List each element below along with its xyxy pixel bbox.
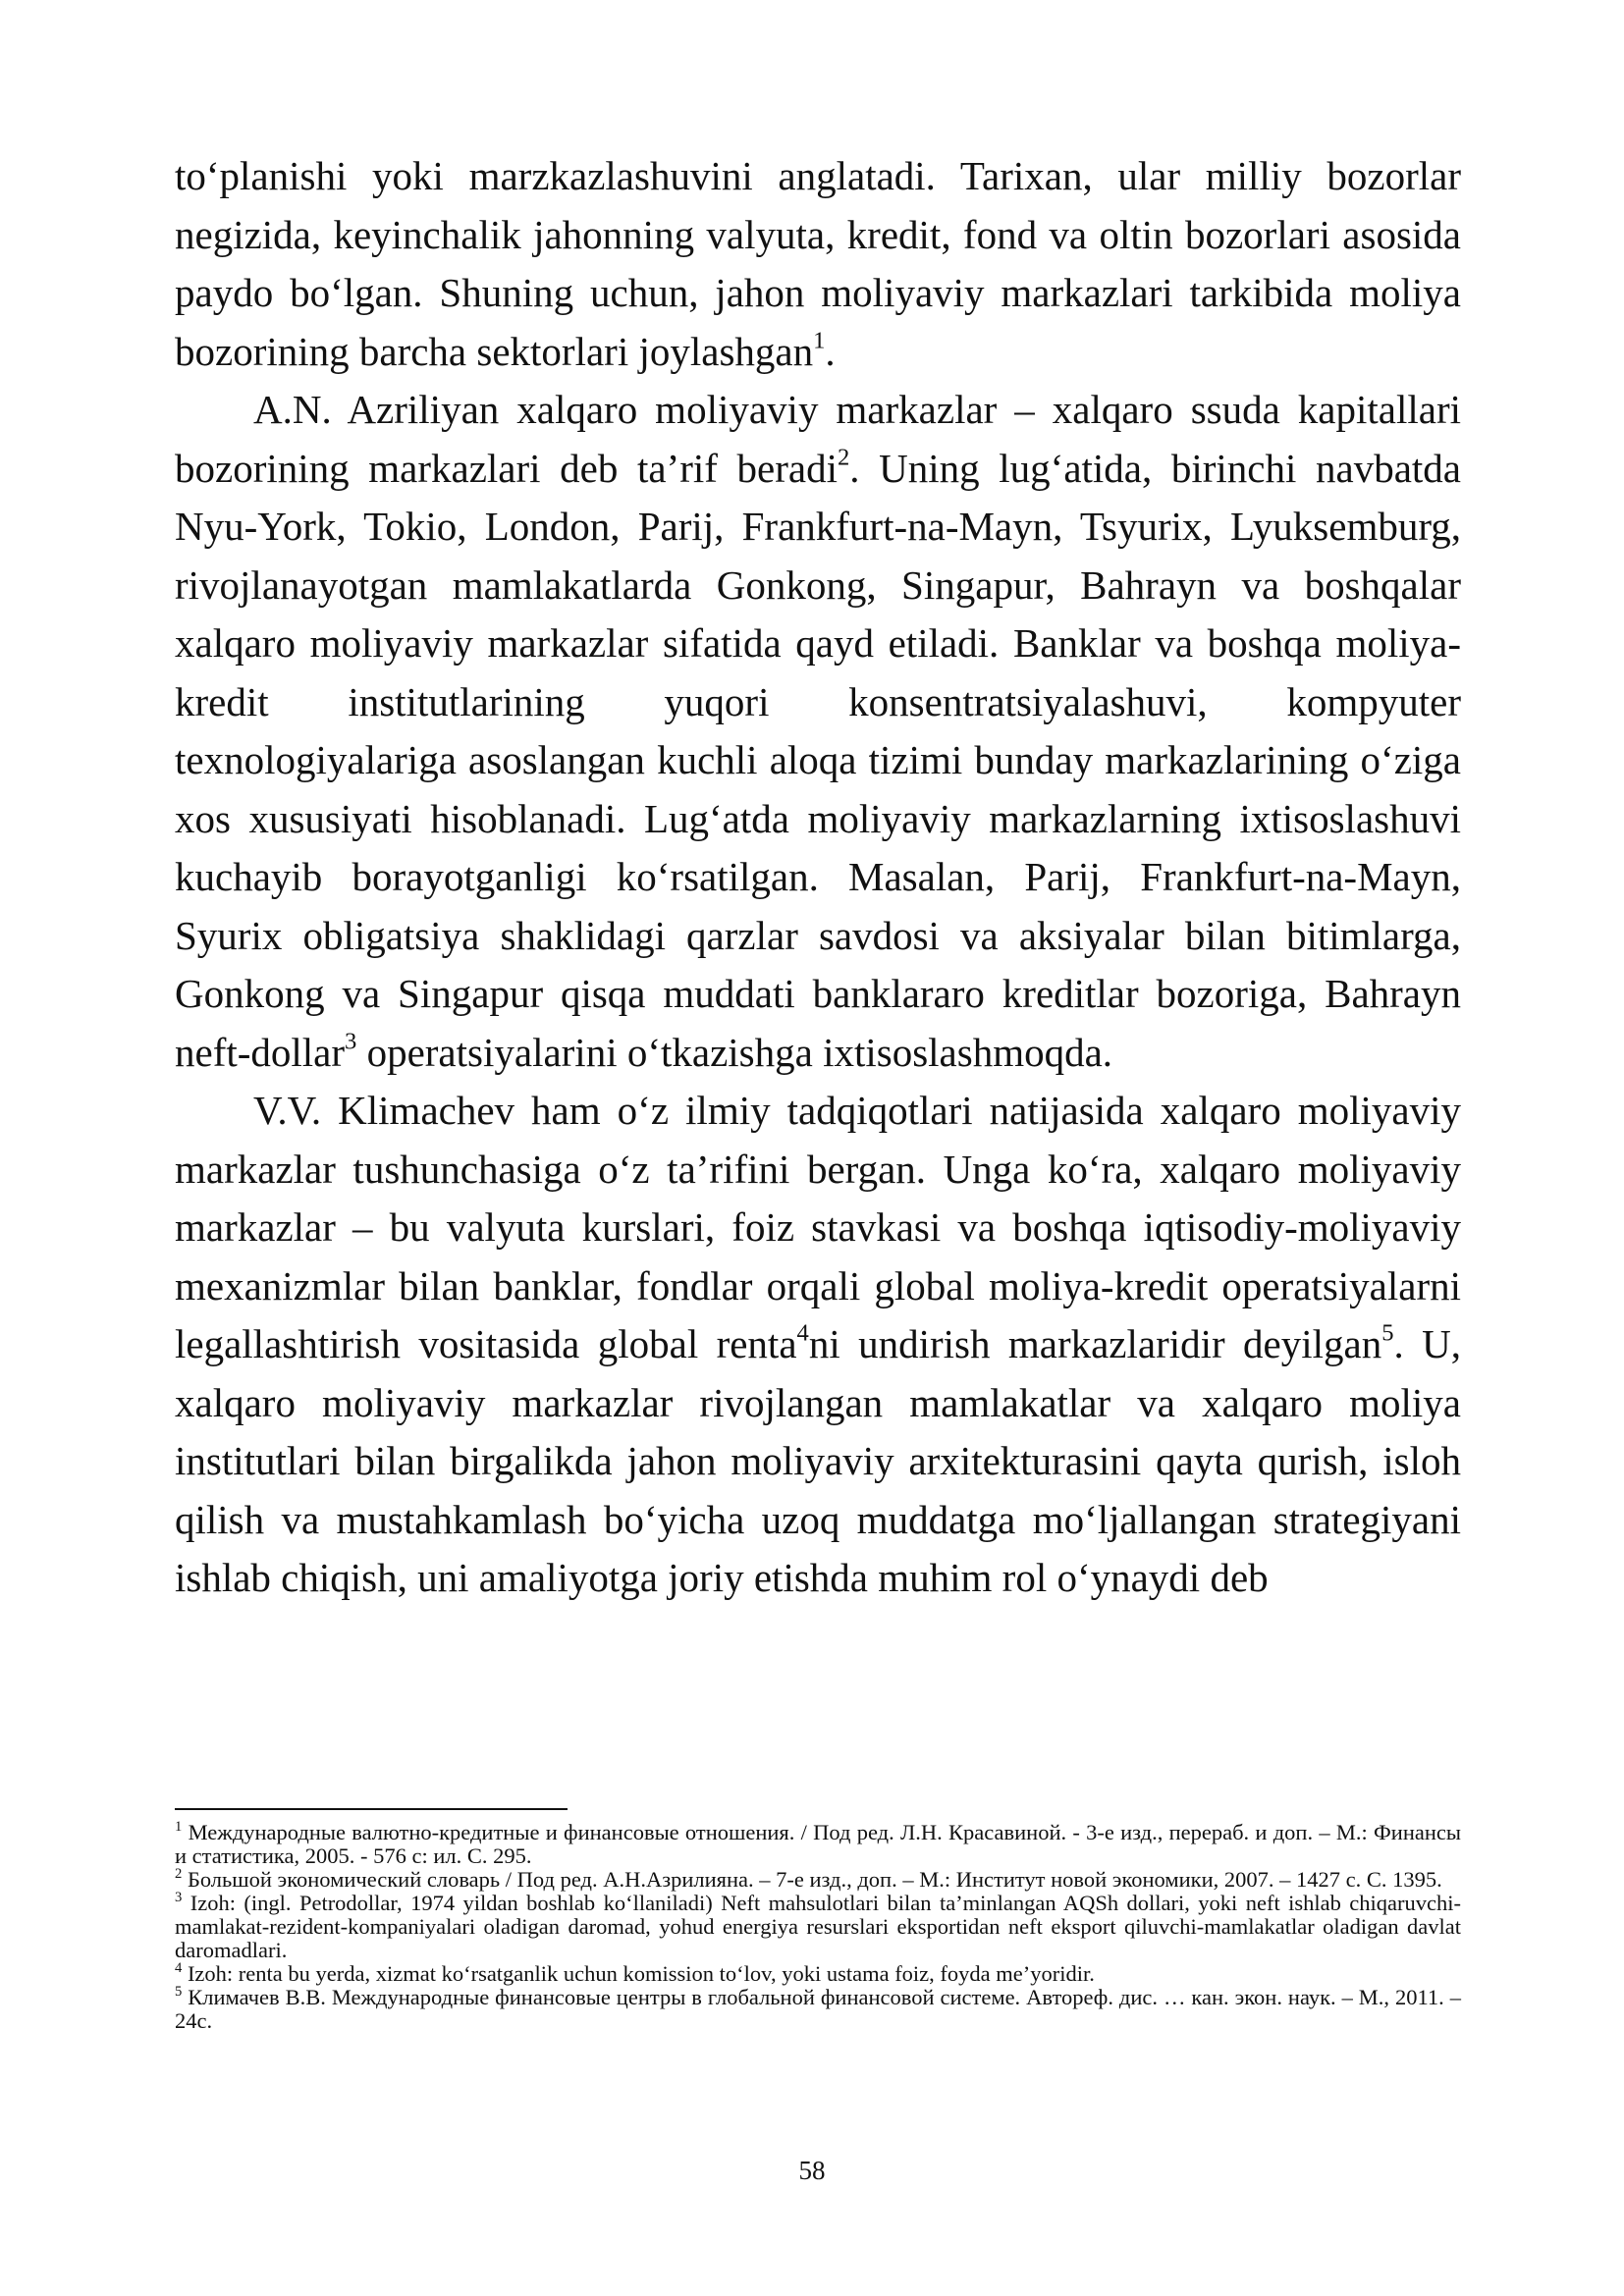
footnote-reference: 3 xyxy=(345,1027,357,1054)
footnote-mark: 2 xyxy=(175,1866,183,1883)
footnote-text: Климачев В.В. Международные финансовые центры в глобальной финансовой системе. Автореф. дис. … кан. экон. наук. – М., 2011. – 24с. xyxy=(175,1985,1461,2033)
footnote-text: Izoh: (ingl. Petrodollar, 1974 yildan boshlab ko‘llaniladi) Neft mahsulotlari bilan ta’minlangan AQSh dollari, yoki neft ishlab chiqaruvchi-mamlakat-rezident-kompaniyalari oladigan daromad, yohud energiya resurslari eksportidan neft eksport qiluvchi-mamlakatlar oladigan davlat daromadlari. xyxy=(175,1891,1461,1962)
footnote xyxy=(175,1986,1461,2033)
paragraph-text: . U, xalqaro moliyaviy markazlar rivojlangan mamlakatlar va xalqaro moliya institutlari bilan birgalikda jahon moliyaviy arxitekturasini qayta qurish, isloh qilish va mustahkamlash bo‘yicha uzoq muddatga mo‘ljallangan strategiyani ishlab chiqish, uni amaliyotga joriy etishda muhim rol o‘ynaydi deb xyxy=(175,1321,1462,1600)
paragraph xyxy=(175,381,1461,1082)
paragraph-text: V.V. Klimachev ham o‘z ilmiy tadqiqotlari natijasida xalqaro moliyaviy markazlar tushunchasiga o‘z ta’rifini bergan. Unga ko‘ra, xalqaro moliyaviy markazlar – bu valyuta kurslari, foiz stavkasi va boshqa iqtisodiy-moliyaviy mexanizmlar bilan banklar, fondlar orqali global moliya-kredit operatsiyalarni legallashtirish vositasida global renta xyxy=(175,1088,1461,1366)
footnote-reference: 5 xyxy=(1381,1319,1394,1347)
footnote-mark: 5 xyxy=(175,1984,183,2001)
footnote-reference: 4 xyxy=(796,1319,809,1347)
footnote-mark: 1 xyxy=(175,1819,183,1836)
footnote xyxy=(175,1821,1461,1868)
footnote-reference: 1 xyxy=(813,326,826,353)
footnote-reference: 2 xyxy=(837,443,850,470)
footnotes xyxy=(175,1821,1461,2033)
footnote-text: Izoh: renta bu yerda, xizmat ko‘rsatganlik uchun komission to‘lov, yoki ustama foiz, foyda me’yoridir. xyxy=(182,1961,1095,1986)
footnote-text: Большой экономический словарь / Под ред. А.Н.Азрилияна. – 7-е изд., доп. – М.: Институт новой экономики, 2007. – 1427 с. С. 1395. xyxy=(182,1867,1442,1892)
footnote xyxy=(175,1962,1461,1986)
paragraph-text: . xyxy=(825,328,836,374)
paragraph-text: operatsiyalarini o‘tkazishga ixtisoslashmoqda. xyxy=(356,1029,1113,1075)
footnote-text: Международные валютно-кредитные и финансовые отношения. / Под ред. Л.Н. Красавиной. - 3-е изд., перераб. и доп. – М.: Финансы и статистика, 2005. - 576 с: ил. С. 295. xyxy=(175,1820,1461,1868)
main-text xyxy=(175,147,1461,1608)
paragraph-text: to‘planishi yoki marzkazlashuvini anglatadi. Tarixan, ular milliy bozorlar negizida, keyinchalik jahonning valyuta, kredit, fond va oltin bozorlari asosida paydo bo‘lgan. Shuning uchun, jahon moliyaviy markazlari tarkibida moliya bozorining barcha sektorlari joylashgan xyxy=(175,153,1461,374)
footnote-mark: 4 xyxy=(175,1960,183,1977)
paragraph xyxy=(175,1082,1461,1608)
paragraph-text: A.N. Azriliyan xalqaro moliyaviy markazlar – xalqaro ssuda kapitallari bozorining markazlari deb ta’rif beradi xyxy=(175,387,1461,491)
footnote-separator xyxy=(175,1808,568,1810)
paragraph xyxy=(175,147,1461,381)
footnote-mark: 3 xyxy=(175,1890,183,1906)
footnote xyxy=(175,1868,1461,1892)
page-number: 58 xyxy=(798,2156,826,2185)
footnote xyxy=(175,1892,1461,1962)
paragraph-text: ni undirish markazlaridir deyilgan xyxy=(808,1321,1382,1366)
paragraph-text: . Uning lug‘atida, birinchi navbatda Nyu-York, Tokio, London, Parij, Frankfurt-na-Mayn, Tsyurix, Lyuksemburg, rivojlanayotgan mamlakatlarda Gonkong, Singapur, Bahrayn va boshqalar xalqaro moliyaviy markazlar sifatida qayd etiladi. Banklar va boshqa moliya-kredit institutlarining yuqori konsentratsiyalashuvi, kompyuter texnologiyalariga asoslangan kuchli aloqa tizimi bunday markazlarining o‘ziga xos xususiyati hisoblanadi. Lug‘atda moliyaviy markazlarning ixtisoslashuvi kuchayib borayotganligi ko‘rsatilgan. Masalan, Parij, Frankfurt-na-Mayn, Syurix obligatsiya shaklidagi qarzlar savdosi va aksiyalar bilan bitimlarga, Gonkong va Singapur qisqa muddati banklararo kreditlar bozoriga, Bahrayn neft-dollar xyxy=(175,445,1462,1075)
